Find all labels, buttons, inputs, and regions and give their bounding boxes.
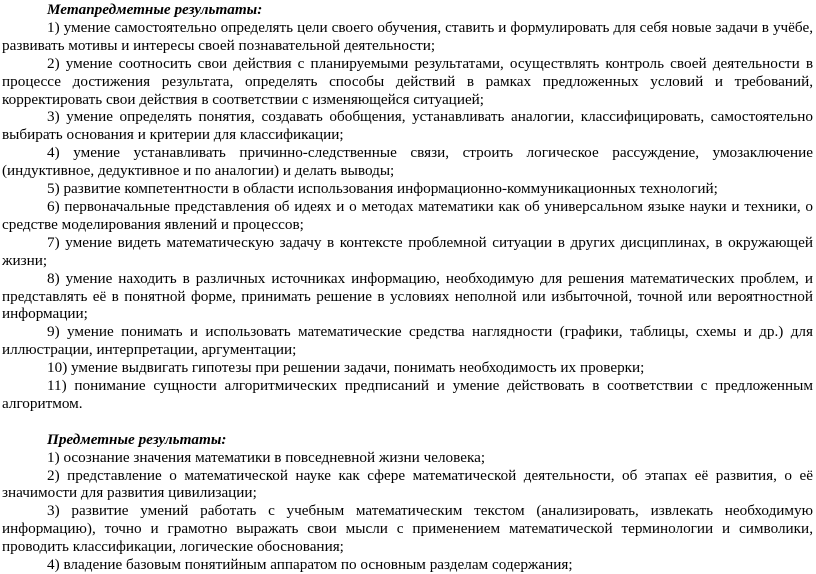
subject-result-item: 1) осознание значения математики в повседневной жизни человека; xyxy=(47,448,486,466)
meta-results-heading: Метапредметные результаты: xyxy=(47,1,263,18)
meta-result-item: 2) умение соотносить свои действия с планируемыми результатами, осуществлять контроль своей деятельности в процессе достижения результата, определять способы действий в рамках предложенных условий и требований, корректировать свои действия в соответствии с изменяющейся ситуацией; xyxy=(2,54,813,108)
section-spacer xyxy=(2,413,813,431)
meta-result-item: 6) первоначальные представления об идеях и о методах математики как об универсальном языке науки и техники, о средстве моделирования явлений и процессов; xyxy=(2,197,813,233)
document-body xyxy=(2,1,813,574)
meta-result-item: 10) умение выдвигать гипотезы при решении задачи, понимать необходимость их проверки; xyxy=(47,359,645,377)
meta-result-item: 5) развитие компетентности в области использования информационно-коммуникационных технологий; xyxy=(47,180,718,198)
subject-result-item: 2) представление о математической науке как сфере математической деятельности, об этапах её развития, о её значимости для развития цивилизации; xyxy=(2,466,813,502)
meta-result-item: 3) умение определять понятия, создавать обобщения, устанавливать аналогии, классифицировать, самостоятельно выбирать основания и критерии для классификации; xyxy=(2,108,813,144)
meta-result-item: 7) умение видеть математическую задачу в контексте проблемной ситуации в других дисциплинах, в окружающей жизни; xyxy=(2,233,813,269)
meta-result-item: 1) умение самостоятельно определять цели своего обучения, ставить и формулировать для себя новые задачи в учёбе, развивать мотивы и интересы своей познавательной деятельности; xyxy=(2,18,813,54)
meta-result-item: 4) умение устанавливать причинно-следственные связи, строить логическое рассуждение, умозаключение (индуктивное, дедуктивное и по аналогии) и делать выводы; xyxy=(2,144,813,180)
subject-result-item: 3) развитие умений работать с учебным математическим текстом (анализировать, извлекать необходимую информацию), точно и грамотно выражать свои мысли с применением математической терминологии и символики, проводить классификации, логические обоснования; xyxy=(2,502,813,556)
subject-result-item: 4) владение базовым понятийным аппаратом по основным разделам содержания; xyxy=(47,556,573,574)
meta-result-item: 11) понимание сущности алгоритмических предписаний и умение действовать в соответствии с предложенным алгоритмом. xyxy=(2,377,813,412)
meta-result-item: 8) умение находить в различных источниках информацию, необходимую для решения математических проблем, и представлять её в понятной форме, принимать решение в условиях неполной или избыточной, точной или вероятностной информации; xyxy=(2,269,813,323)
subject-results-heading: Предметные результаты: xyxy=(47,430,227,448)
meta-result-item: 9) умение понимать и использовать математические средства наглядности (графики, таблицы, схемы и др.) для иллюстрации, интерпретации, аргументации; xyxy=(2,323,813,359)
